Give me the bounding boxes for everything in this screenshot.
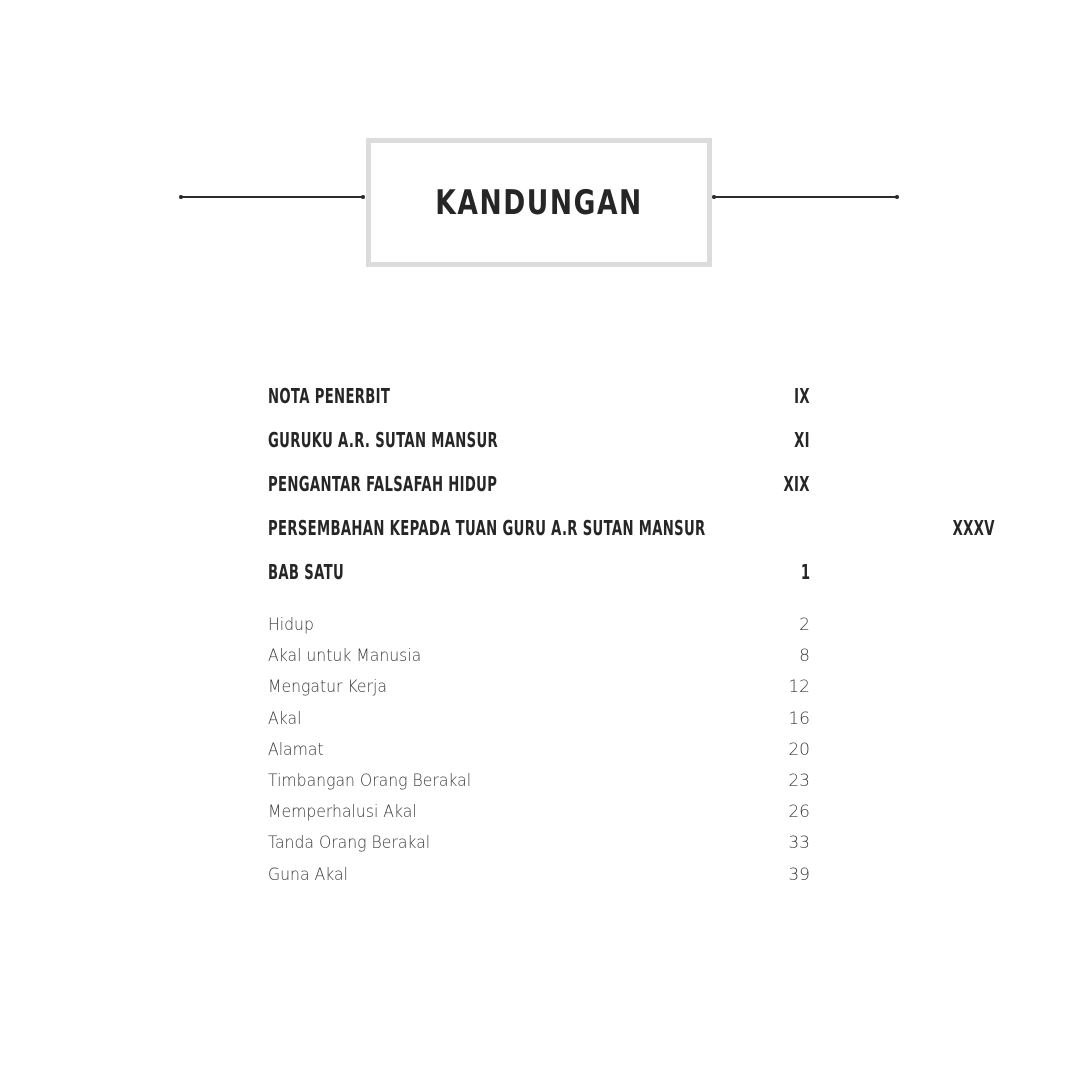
toc-subentry-label: Timbangan Orang Berakal (268, 770, 472, 791)
toc-subentry-label: Akal (268, 708, 302, 729)
toc-entry-page: XXXV (952, 516, 995, 540)
toc-subentry[interactable] (268, 672, 810, 703)
toc-subentry[interactable] (268, 860, 810, 891)
toc-subentry-page: 12 (788, 677, 810, 698)
title-rule-right (714, 196, 897, 198)
toc-subentry[interactable] (268, 828, 810, 859)
title-rule-left (181, 196, 363, 198)
rule-end-dot (712, 195, 716, 199)
toc-subentry[interactable] (268, 610, 810, 641)
toc-subentry-page: 20 (788, 739, 810, 760)
toc-subentry[interactable] (268, 641, 810, 672)
page-title: KANDUNGAN (435, 182, 643, 223)
toc-subentry[interactable] (268, 735, 810, 766)
toc-subentry-label: Hidup (268, 615, 314, 635)
toc-subsection-list (268, 610, 810, 891)
toc-entry-label: NOTA PENERBIT (268, 384, 391, 408)
toc-subentry-page: 33 (788, 833, 810, 854)
table-of-contents (268, 380, 995, 891)
toc-subentry-label: Memperhalusi Akal (268, 802, 417, 823)
toc-subentry-page: 26 (788, 802, 810, 823)
toc-subentry-page: 16 (788, 708, 810, 729)
toc-entry-persembahan[interactable] (268, 512, 995, 556)
toc-entry-label: GURUKU A.R. SUTAN MANSUR (268, 428, 499, 452)
toc-subentry[interactable] (268, 766, 810, 797)
toc-entry-pengantar[interactable] (268, 468, 810, 512)
toc-entry-page: XI (794, 428, 810, 452)
toc-subentry-page: 2 (799, 615, 810, 635)
toc-subentry-label: Akal untuk Manusia (268, 646, 422, 667)
toc-entry-page: XIX (783, 472, 810, 496)
toc-entry-label: BAB SATU (268, 560, 345, 584)
toc-entry-guruku[interactable] (268, 424, 810, 468)
title-frame (366, 138, 712, 267)
toc-entry-label: PERSEMBAHAN KEPADA TUAN GURU A.R SUTAN MANSUR (268, 516, 706, 540)
toc-entry-page: IX (794, 384, 810, 408)
toc-subentry-label: Mengatur Kerja (268, 677, 387, 698)
toc-subentry[interactable] (268, 704, 810, 735)
toc-subentry-label: Alamat (268, 739, 324, 760)
rule-end-dot (179, 195, 183, 199)
rule-end-dot (361, 195, 365, 199)
rule-end-dot (895, 195, 899, 199)
toc-subentry-label: Guna Akal (268, 864, 348, 885)
toc-entry-label: PENGANTAR FALSAFAH HIDUP (268, 472, 498, 496)
toc-subentry-page: 8 (799, 646, 810, 667)
toc-entry-bab-satu[interactable] (268, 556, 810, 600)
toc-subentry-page: 23 (788, 770, 810, 791)
toc-subentry-label: Tanda Orang Berakal (268, 833, 431, 854)
toc-entry-page: 1 (800, 560, 810, 584)
toc-subentry[interactable] (268, 797, 810, 828)
toc-entry-nota-penerbit[interactable] (268, 380, 810, 424)
toc-subentry-page: 39 (788, 864, 810, 885)
